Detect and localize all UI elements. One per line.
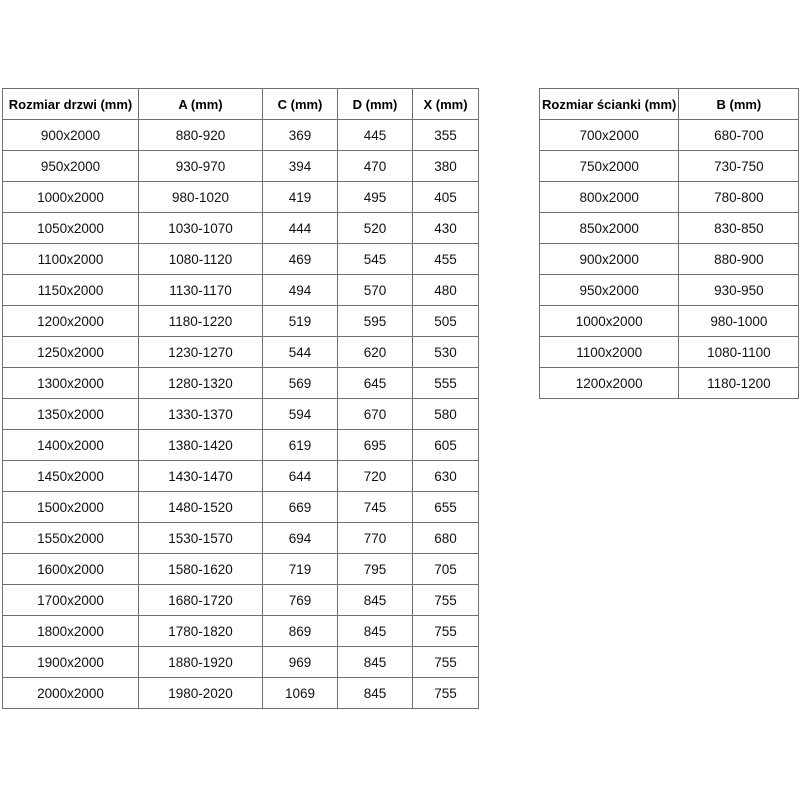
table-cell: 444: [263, 213, 338, 244]
table-row: [540, 244, 799, 275]
table-cell: 669: [263, 492, 338, 523]
table-cell: 1330-1370: [139, 399, 263, 430]
table-cell: 1400x2000: [3, 430, 139, 461]
table-cell: 1030-1070: [139, 213, 263, 244]
table-cell: 1000x2000: [540, 306, 679, 337]
table-cell: 694: [263, 523, 338, 554]
table-cell: 795: [338, 554, 413, 585]
table-cell: 445: [338, 120, 413, 151]
table-row: [3, 399, 479, 430]
table-cell: 595: [338, 306, 413, 337]
table-cell: 1580-1620: [139, 554, 263, 585]
table-cell: 755: [413, 647, 479, 678]
table-cell: 1550x2000: [3, 523, 139, 554]
table-cell: 1100x2000: [540, 337, 679, 368]
table-cell: 369: [263, 120, 338, 151]
table-cell: 630: [413, 461, 479, 492]
table-row: [540, 151, 799, 182]
table-row: [3, 244, 479, 275]
table-row: [540, 213, 799, 244]
table-cell: 1380-1420: [139, 430, 263, 461]
table-cell: 620: [338, 337, 413, 368]
table-cell: 705: [413, 554, 479, 585]
column-header: D (mm): [338, 89, 413, 120]
table-cell: 1480-1520: [139, 492, 263, 523]
table-cell: 480: [413, 275, 479, 306]
table-cell: 570: [338, 275, 413, 306]
table-cell: 494: [263, 275, 338, 306]
table-cell: 755: [413, 616, 479, 647]
table-cell: 505: [413, 306, 479, 337]
table-cell: 1300x2000: [3, 368, 139, 399]
table-cell: 680: [413, 523, 479, 554]
table-cell: 980-1000: [679, 306, 799, 337]
table-row: [3, 492, 479, 523]
table-cell: 1069: [263, 678, 338, 709]
table-cell: 880-920: [139, 120, 263, 151]
table-row: [3, 647, 479, 678]
table-row: [3, 616, 479, 647]
table-row: [540, 306, 799, 337]
table-cell: 1000x2000: [3, 182, 139, 213]
table-cell: 1430-1470: [139, 461, 263, 492]
table-cell: 1230-1270: [139, 337, 263, 368]
table-cell: 469: [263, 244, 338, 275]
table-cell: 1980-2020: [139, 678, 263, 709]
table-cell: 830-850: [679, 213, 799, 244]
table-cell: 520: [338, 213, 413, 244]
table-cell: 380: [413, 151, 479, 182]
table-row: [3, 461, 479, 492]
column-header: C (mm): [263, 89, 338, 120]
table-cell: 580: [413, 399, 479, 430]
wall-size-table: [539, 88, 799, 399]
table-cell: 700x2000: [540, 120, 679, 151]
table-cell: 845: [338, 647, 413, 678]
table-cell: 1250x2000: [3, 337, 139, 368]
table-cell: 755: [413, 678, 479, 709]
table-cell: 544: [263, 337, 338, 368]
table-row: [540, 337, 799, 368]
table-cell: 750x2000: [540, 151, 679, 182]
table-row: [3, 306, 479, 337]
table-cell: 869: [263, 616, 338, 647]
table-cell: 1200x2000: [3, 306, 139, 337]
table-row: [3, 678, 479, 709]
table-cell: 655: [413, 492, 479, 523]
table-cell: 1050x2000: [3, 213, 139, 244]
table-cell: 645: [338, 368, 413, 399]
table-row: [3, 151, 479, 182]
table-cell: 680-700: [679, 120, 799, 151]
table-cell: 1080-1120: [139, 244, 263, 275]
column-header: Rozmiar drzwi (mm): [3, 89, 139, 120]
table-cell: 1600x2000: [3, 554, 139, 585]
table-row: [3, 120, 479, 151]
table-cell: 605: [413, 430, 479, 461]
table-row: [540, 368, 799, 399]
table-cell: 969: [263, 647, 338, 678]
table-cell: 545: [338, 244, 413, 275]
table-cell: 720: [338, 461, 413, 492]
column-header: A (mm): [139, 89, 263, 120]
table-cell: 900x2000: [540, 244, 679, 275]
table-cell: 519: [263, 306, 338, 337]
table-cell: 394: [263, 151, 338, 182]
table-cell: 695: [338, 430, 413, 461]
table-cell: 1700x2000: [3, 585, 139, 616]
table-cell: 1080-1100: [679, 337, 799, 368]
column-header: Rozmiar ścianki (mm): [540, 89, 679, 120]
table-cell: 555: [413, 368, 479, 399]
table-cell: 1900x2000: [3, 647, 139, 678]
table-cell: 780-800: [679, 182, 799, 213]
table-cell: 455: [413, 244, 479, 275]
table-row: [3, 337, 479, 368]
table-row: [3, 368, 479, 399]
table-row: [3, 213, 479, 244]
table-row: [540, 120, 799, 151]
table-cell: 569: [263, 368, 338, 399]
table-cell: 1500x2000: [3, 492, 139, 523]
table-cell: 530: [413, 337, 479, 368]
table-cell: 1780-1820: [139, 616, 263, 647]
table-row: [3, 430, 479, 461]
table-cell: 930-950: [679, 275, 799, 306]
table-cell: 1130-1170: [139, 275, 263, 306]
table-row: [540, 182, 799, 213]
table-cell: 1200x2000: [540, 368, 679, 399]
table-cell: 880-900: [679, 244, 799, 275]
table-cell: 405: [413, 182, 479, 213]
table-cell: 845: [338, 585, 413, 616]
table-cell: 1800x2000: [3, 616, 139, 647]
column-header: B (mm): [679, 89, 799, 120]
table-cell: 769: [263, 585, 338, 616]
table-cell: 900x2000: [3, 120, 139, 151]
table-row: [3, 523, 479, 554]
table-cell: 845: [338, 616, 413, 647]
table-cell: 1680-1720: [139, 585, 263, 616]
table-cell: 594: [263, 399, 338, 430]
table-cell: 1350x2000: [3, 399, 139, 430]
table-cell: 755: [413, 585, 479, 616]
table-cell: 745: [338, 492, 413, 523]
table-cell: 495: [338, 182, 413, 213]
table-cell: 850x2000: [540, 213, 679, 244]
table-cell: 1180-1220: [139, 306, 263, 337]
table-cell: 1180-1200: [679, 368, 799, 399]
column-header: X (mm): [413, 89, 479, 120]
table-cell: 980-1020: [139, 182, 263, 213]
table-cell: 1450x2000: [3, 461, 139, 492]
table-cell: 930-970: [139, 151, 263, 182]
table-cell: 1280-1320: [139, 368, 263, 399]
door-size-table: [2, 88, 479, 709]
table-cell: 470: [338, 151, 413, 182]
table-cell: 419: [263, 182, 338, 213]
table-cell: 1150x2000: [3, 275, 139, 306]
table-cell: 719: [263, 554, 338, 585]
table-cell: 670: [338, 399, 413, 430]
header-row: [3, 89, 479, 120]
table-row: [3, 275, 479, 306]
table-cell: 1100x2000: [3, 244, 139, 275]
table-cell: 355: [413, 120, 479, 151]
table-row: [540, 275, 799, 306]
table-cell: 644: [263, 461, 338, 492]
table-cell: 950x2000: [540, 275, 679, 306]
table-cell: 730-750: [679, 151, 799, 182]
table-cell: 800x2000: [540, 182, 679, 213]
table-row: [3, 554, 479, 585]
table-cell: 619: [263, 430, 338, 461]
table-cell: 1530-1570: [139, 523, 263, 554]
table-row: [3, 182, 479, 213]
table-row: [3, 585, 479, 616]
header-row: [540, 89, 799, 120]
table-cell: 950x2000: [3, 151, 139, 182]
table-cell: 1880-1920: [139, 647, 263, 678]
table-cell: 430: [413, 213, 479, 244]
table-cell: 770: [338, 523, 413, 554]
table-cell: 845: [338, 678, 413, 709]
table-cell: 2000x2000: [3, 678, 139, 709]
